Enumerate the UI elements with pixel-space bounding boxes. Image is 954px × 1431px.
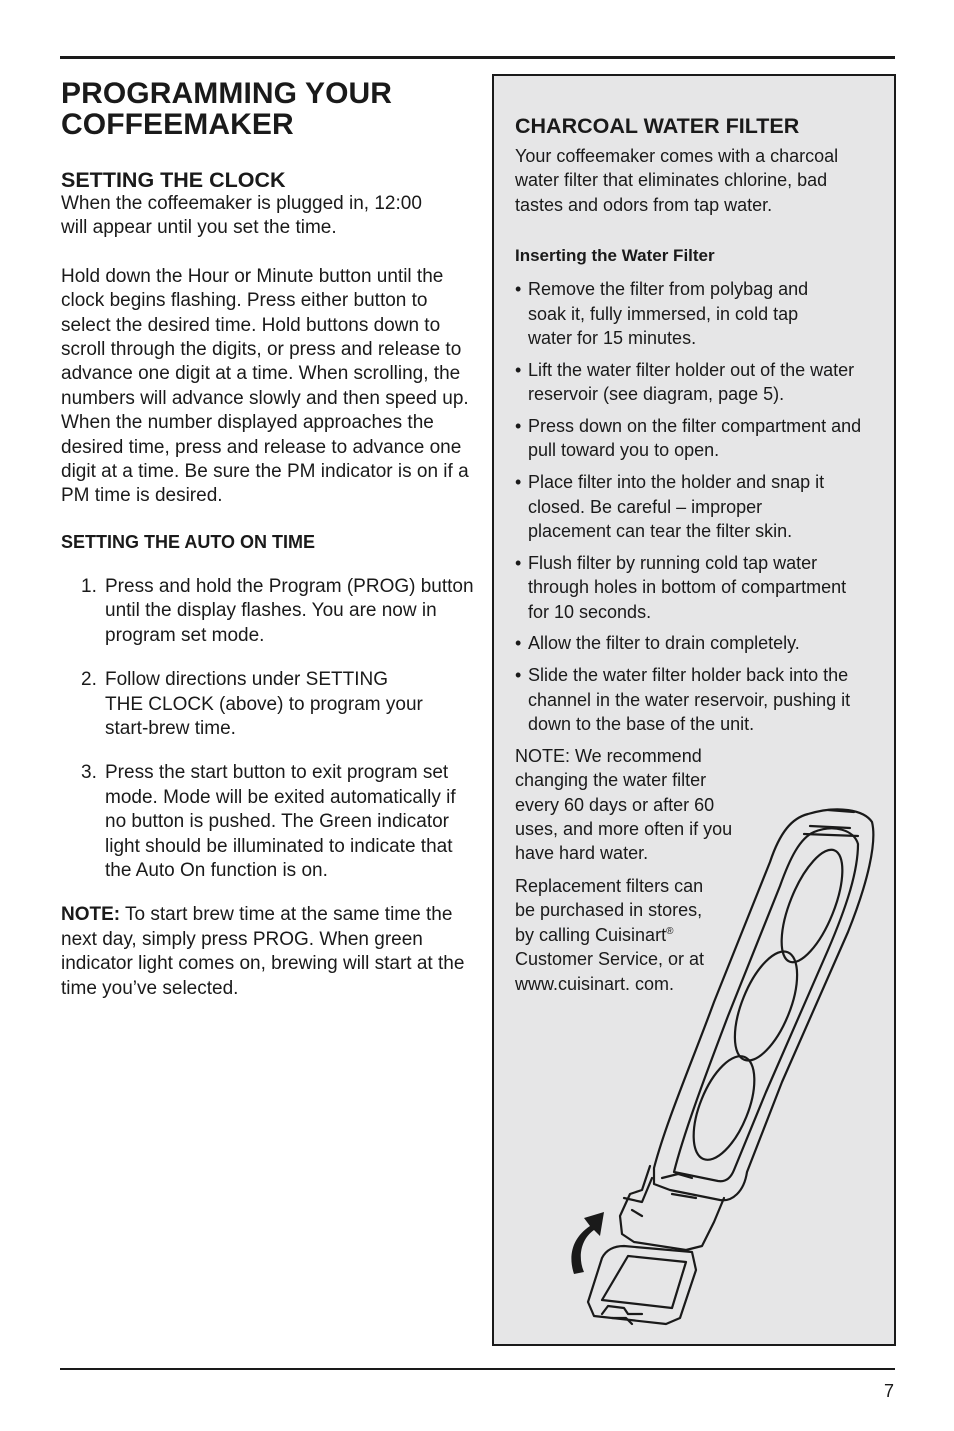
list-item	[515, 358, 870, 407]
bullet: •	[515, 416, 522, 437]
bullet: •	[515, 633, 522, 654]
list-item-text: Remove the filter from polybag and soak it, fully immersed, in cold tap water for 15 minutes.	[528, 279, 809, 349]
auto-on-heading: SETTING THE AUTO ON TIME	[61, 531, 316, 552]
list-item	[515, 631, 870, 655]
list-item	[515, 414, 870, 463]
bottom-rule	[60, 1368, 895, 1370]
registered-mark: ®	[666, 925, 674, 937]
list-item-text: Flush filter by running cold tap water through holes in bottom of compartment for 10 seconds.	[528, 552, 847, 622]
replacement-text-b: Customer Service, or at www.cuisinart. com.	[515, 949, 705, 994]
inserting-filter-heading: Inserting the Water Filter	[515, 246, 715, 266]
list-item-text: Press down on the filter compartment and pull toward you to open.	[528, 416, 862, 461]
list-item	[515, 470, 870, 543]
clock-instructions-paragraph: Hold down the Hour or Minute button until the clock begins flashing. Press either button to select the desired time. Hold buttons down to scroll through the digits, or press and release to advance one digit at a time. When scrolling, the numbers will advance slowly and then speed up. When the number displayed approaches the desired time, press and release to advance one digit at a time. Be sure the PM indicator is on if a PM time is desired.	[61, 265, 469, 507]
page-title-line2: COFFEEMAKER	[61, 108, 294, 141]
left-column	[61, 78, 479, 1001]
step-number: 2.	[81, 669, 97, 691]
page-title	[61, 78, 479, 140]
list-item	[515, 551, 870, 624]
page-title-line1: PROGRAMMING YOUR	[61, 77, 393, 110]
top-rule	[60, 56, 895, 59]
note-text: To start brew time at the same time the next day, simply press PROG. When green indicator light comes on, brewing will start at the time you’ve selected.	[61, 904, 465, 999]
page-number: 7	[883, 1381, 894, 1401]
bullet: •	[515, 472, 522, 493]
step-text: Press the start button to exit program set mode. Mode will be exited automatically if no button is pushed. The Green indicator light should be illuminated to indicate that the Auto On function is on.	[105, 762, 456, 881]
replacement-text-a: Replacement filters can be purchased in stores, by calling Cuisinart	[515, 875, 704, 945]
filter-steps-list	[515, 277, 870, 736]
water-filter-sidebar	[492, 74, 896, 1346]
step-item	[61, 575, 479, 648]
step-item	[61, 761, 479, 883]
list-item-text: Slide the water filter holder back into the channel in the water reservoir, pushing it down to the base of the unit.	[528, 665, 851, 735]
list-item-text: Lift the water filter holder out of the water reservoir (see diagram, page 5).	[528, 359, 855, 405]
filter-intro-paragraph: Your coffeemaker comes with a charcoal water filter that eliminates chlorine, bad tastes and odors from tap water.	[515, 146, 839, 215]
list-item-text: Place filter into the holder and snap it closed. Be careful – improper placement can tear the filter skin.	[528, 472, 825, 542]
clock-intro-paragraph: When the coffeemaker is plugged in, 12:00 will appear until you set the time.	[61, 193, 422, 239]
step-text: Follow directions under SETTING THE CLOCK (above) to program your start-brew time.	[105, 669, 423, 739]
replacement-note-paragraph: NOTE: We recommend changing the water filter every 60 days or after 60 uses, and more often if you have hard water.	[515, 745, 733, 864]
step-item	[61, 668, 479, 741]
charcoal-filter-heading: CHARCOAL WATER FILTER	[515, 114, 800, 138]
step-number: 3.	[81, 762, 97, 784]
list-item-text: Allow the filter to drain completely.	[528, 633, 800, 654]
step-text: Press and hold the Program (PROG) button until the display flashes. You are now in program set mode.	[105, 575, 474, 646]
bullet: •	[515, 279, 522, 300]
bullet: •	[515, 552, 522, 573]
list-item	[515, 277, 870, 350]
bullet: •	[515, 359, 522, 380]
step-number: 1.	[81, 575, 97, 597]
water-filter-holder-illustration	[558, 804, 878, 1334]
note-paragraph	[61, 903, 479, 1001]
setting-clock-heading: SETTING THE CLOCK	[61, 168, 286, 192]
note-label: NOTE:	[61, 904, 121, 926]
list-item	[515, 663, 870, 736]
auto-on-steps	[61, 575, 479, 883]
bullet: •	[515, 665, 522, 686]
